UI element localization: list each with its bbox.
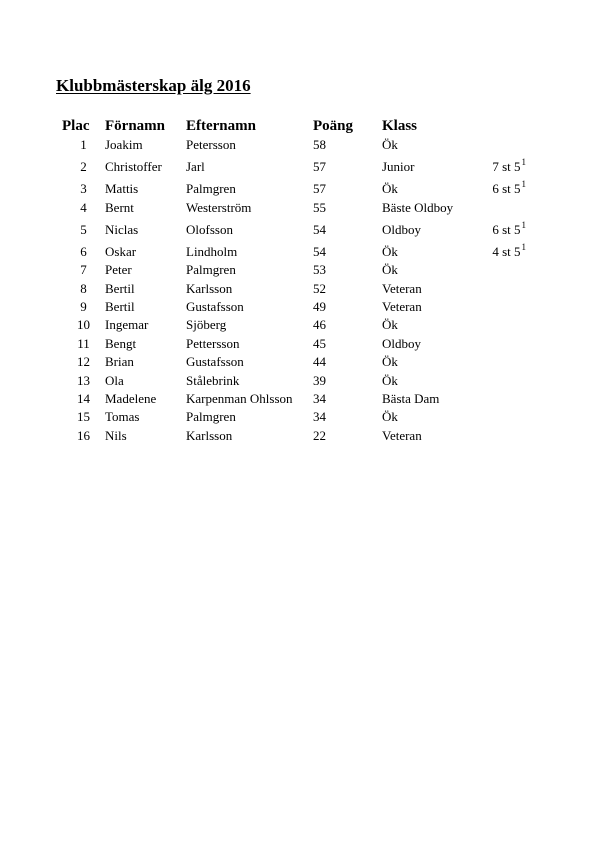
cell-first-name: Joakim xyxy=(105,137,143,153)
cell-points: 45 xyxy=(313,335,326,351)
column-header-first-name: Förnamn xyxy=(105,118,165,134)
table-row xyxy=(62,153,526,175)
cell-extra xyxy=(486,135,526,153)
cell-first-name: Nils xyxy=(105,427,127,443)
cell-points: 52 xyxy=(313,280,326,296)
extra-count: 6 st 5 xyxy=(492,181,521,197)
cell-points: 34 xyxy=(313,390,326,406)
table-row xyxy=(62,238,526,260)
cell-extra xyxy=(486,315,526,333)
cell-extra xyxy=(486,297,526,315)
extra-superscript: 1 xyxy=(521,157,526,168)
cell-first-name: Ingemar xyxy=(105,317,149,333)
cell-first-name: Christoffer xyxy=(105,159,162,175)
cell-extra xyxy=(486,197,526,215)
cell-plac: 4 xyxy=(80,199,87,215)
page-title: Klubbmästerskap älg 2016 xyxy=(56,76,251,95)
cell-last-name: Karpenman Ohlsson xyxy=(186,390,293,406)
cell-points: 53 xyxy=(313,262,326,278)
extra-superscript: 1 xyxy=(521,241,526,252)
cell-points: 46 xyxy=(313,317,326,333)
cell-first-name: Oskar xyxy=(105,243,137,259)
cell-class: Ök xyxy=(382,262,398,278)
cell-last-name: Jarl xyxy=(186,159,205,175)
extra-count: 4 st 5 xyxy=(492,243,521,259)
table-row xyxy=(62,389,526,407)
cell-class: Ök xyxy=(382,317,398,333)
cell-plac: 5 xyxy=(80,221,87,237)
cell-class: Veteran xyxy=(382,280,422,296)
extra-superscript: 1 xyxy=(521,179,526,190)
cell-first-name: Mattis xyxy=(105,181,139,197)
table-row xyxy=(62,197,526,215)
cell-extra xyxy=(486,407,526,425)
table-row xyxy=(62,175,526,197)
cell-first-name: Brian xyxy=(105,354,134,370)
cell-points: 55 xyxy=(313,199,326,215)
cell-extra xyxy=(486,216,526,238)
cell-class: Bästa Dam xyxy=(382,390,440,406)
cell-class: Oldboy xyxy=(382,335,421,351)
extra-count: 6 st 5 xyxy=(492,221,521,237)
cell-plac: 6 xyxy=(80,243,87,259)
cell-plac: 9 xyxy=(80,298,87,314)
cell-extra xyxy=(486,333,526,351)
extra-count: 7 st 5 xyxy=(492,159,521,175)
cell-first-name: Bertil xyxy=(105,298,135,314)
cell-points: 49 xyxy=(313,298,326,314)
cell-plac: 1 xyxy=(80,137,87,153)
cell-last-name: Olofsson xyxy=(186,221,233,237)
cell-class: Ök xyxy=(382,243,398,259)
cell-class: Ök xyxy=(382,354,398,370)
cell-plac: 14 xyxy=(77,390,90,406)
table-row xyxy=(62,260,526,278)
cell-plac: 13 xyxy=(77,372,90,388)
cell-points: 39 xyxy=(313,372,326,388)
cell-points: 57 xyxy=(313,181,326,197)
cell-last-name: Stålebrink xyxy=(186,372,240,388)
column-header-extra xyxy=(486,114,526,135)
cell-last-name: Gustafsson xyxy=(186,354,244,370)
cell-first-name: Ola xyxy=(105,372,124,388)
column-header-plac: Plac xyxy=(62,118,90,134)
cell-last-name: Westerström xyxy=(186,199,252,215)
cell-last-name: Lindholm xyxy=(186,243,238,259)
cell-plac: 7 xyxy=(80,262,87,278)
cell-plac: 16 xyxy=(77,427,90,443)
cell-points: 57 xyxy=(313,159,326,175)
cell-first-name: Peter xyxy=(105,262,132,278)
cell-last-name: Pettersson xyxy=(186,335,240,351)
cell-extra xyxy=(486,425,526,443)
table-row xyxy=(62,352,526,370)
cell-last-name: Palmgren xyxy=(186,409,236,425)
table-row xyxy=(62,216,526,238)
cell-last-name: Sjöberg xyxy=(186,317,227,333)
cell-last-name: Palmgren xyxy=(186,181,236,197)
cell-last-name: Petersson xyxy=(186,137,236,153)
cell-first-name: Niclas xyxy=(105,221,139,237)
cell-extra xyxy=(486,153,526,175)
cell-last-name: Palmgren xyxy=(186,262,236,278)
cell-last-name: Karlsson xyxy=(186,280,233,296)
cell-class: Ök xyxy=(382,372,398,388)
cell-extra xyxy=(486,352,526,370)
cell-extra xyxy=(486,278,526,296)
cell-class: Junior xyxy=(382,159,415,175)
cell-extra xyxy=(486,370,526,388)
cell-first-name: Tomas xyxy=(105,409,140,425)
table-row xyxy=(62,278,526,296)
cell-first-name: Bengt xyxy=(105,335,137,351)
cell-points: 54 xyxy=(313,243,326,259)
cell-extra xyxy=(486,260,526,278)
header-row xyxy=(62,114,526,135)
table-row xyxy=(62,297,526,315)
cell-points: 44 xyxy=(313,354,326,370)
cell-extra xyxy=(486,389,526,407)
cell-points: 54 xyxy=(313,221,326,237)
cell-points: 22 xyxy=(313,427,326,443)
column-header-class: Klass xyxy=(382,118,418,134)
cell-last-name: Karlsson xyxy=(186,427,233,443)
table-row xyxy=(62,407,526,425)
column-header-last-name: Efternamn xyxy=(186,118,256,134)
cell-extra xyxy=(486,175,526,197)
cell-plac: 12 xyxy=(77,354,90,370)
table-row xyxy=(62,333,526,351)
cell-last-name: Gustafsson xyxy=(186,298,244,314)
cell-class: Ök xyxy=(382,181,398,197)
cell-points: 34 xyxy=(313,409,326,425)
cell-plac: 11 xyxy=(77,335,90,351)
cell-plac: 3 xyxy=(80,181,87,197)
cell-class: Ök xyxy=(382,409,398,425)
table-row xyxy=(62,370,526,388)
cell-class: Oldboy xyxy=(382,221,421,237)
column-header-points: Poäng xyxy=(313,118,354,134)
table-row xyxy=(62,135,526,153)
cell-plac: 10 xyxy=(77,317,90,333)
cell-first-name: Bertil xyxy=(105,280,135,296)
cell-class: Veteran xyxy=(382,298,422,314)
table-row xyxy=(62,425,526,443)
cell-plac: 15 xyxy=(77,409,90,425)
cell-extra xyxy=(486,238,526,260)
cell-points: 58 xyxy=(313,137,326,153)
extra-superscript: 1 xyxy=(521,219,526,230)
cell-class: Bäste Oldboy xyxy=(382,199,454,215)
cell-plac: 8 xyxy=(80,280,87,296)
cell-class: Veteran xyxy=(382,427,422,443)
results-table xyxy=(62,114,526,444)
results-body xyxy=(62,135,526,444)
cell-class: Ök xyxy=(382,137,398,153)
cell-first-name: Madelene xyxy=(105,390,157,406)
cell-first-name: Bernt xyxy=(105,199,134,215)
table-row xyxy=(62,315,526,333)
cell-plac: 2 xyxy=(80,159,87,175)
